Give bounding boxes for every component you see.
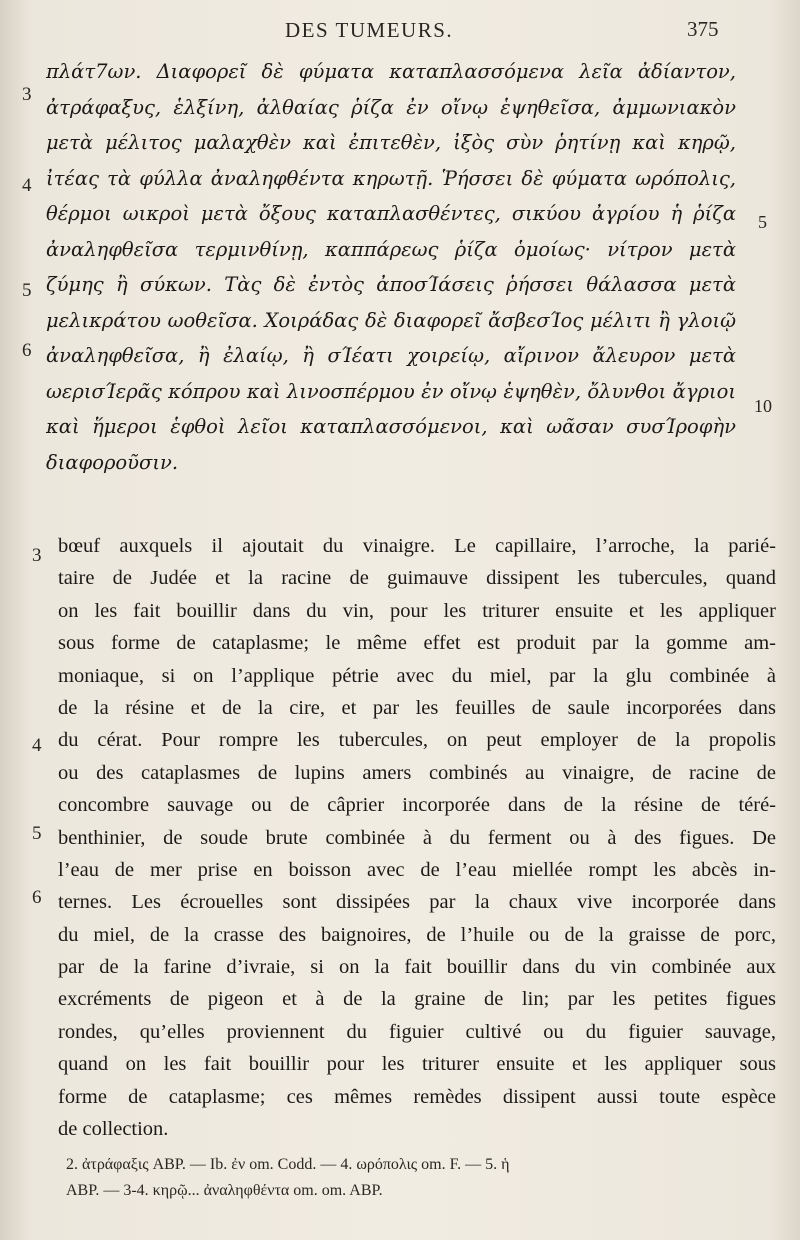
french-text-line: on les fait bouillir dans du vin, pour les triturer ensuite et les appliquer — [58, 599, 776, 622]
french-section-number: 5 — [32, 823, 42, 844]
greek-text-line: πλάτ7ων. Διαφορεῖ δὲ φύματα καταπλασσόμενα λεῖα ἀδίαντον, — [46, 60, 736, 83]
greek-section-number: 4 — [22, 175, 32, 196]
french-text-line: de collection. — [58, 1118, 169, 1141]
greek-text-line: μετὰ μέλιτος μαλαχθὲν καὶ ἐπιτεθὲν, ἰξὸς σὺν ῥητίνῃ καὶ κηρῷ, — [46, 131, 736, 154]
french-text-line: ou des cataplasmes de lupins amers combinés au vinaigre, de racine de — [58, 761, 776, 784]
greek-text-line: διαφοροῦσιν. — [46, 450, 179, 474]
footnote-line: 2. ἀτράφαξις ABP. — Ib. ἐν om. Codd. — 4. ωρόπολις om. F. — 5. ἡ — [66, 1156, 510, 1173]
french-text-line: moniaque, si on l’applique pétrie avec du miel, par la glu combinée à — [58, 664, 776, 687]
french-section-number: 3 — [32, 545, 42, 566]
greek-section-number: 3 — [22, 84, 32, 105]
greek-text-line: ἀτράφαξυς, ἑλξίνη, ἀλθαίας ῥίζα ἐν οἴνῳ ἑψηθεῖσα, ἀμμωνιακὸν — [46, 95, 736, 119]
french-section-number: 4 — [32, 735, 42, 756]
french-text-line: par de la farine d’ivraie, si on la fait bouillir dans du vin combinée aux — [58, 956, 776, 979]
greek-text-line: θέρμοι ωικροὶ μετὰ ὄξους καταπλασθέντες, σικύου ἀγρίου ἡ ῥίζα — [46, 202, 736, 225]
greek-section-number: 6 — [22, 340, 32, 361]
greek-line-number: 10 — [754, 396, 772, 416]
french-text-line: bœuf auxquels il ajoutait du vinaigre. Le capillaire, l’arroche, la parié- — [58, 535, 776, 557]
french-text-line: l’eau de mer prise en boisson avec de l’eau miellée rompt les abcès in- — [58, 858, 776, 881]
french-text-line: du miel, de la crasse des baignoires, de l’huile ou de la graisse de porc, — [58, 923, 776, 946]
french-text-line: sous forme de cataplasme; le même effet est produit par la gomme am- — [58, 632, 776, 655]
greek-text-line: ἀναληφθεῖσα τερμινθίνῃ, καππάρεως ῥίζα ὁμοίως· νίτρον μετὰ — [46, 237, 736, 261]
french-translation-block — [58, 530, 776, 1145]
french-text-line: taire de Judée et la racine de guimauve dissipent les tubercules, quand — [58, 567, 776, 590]
french-text-line: du cérat. Pour rompre les tubercules, on peut employer de la propolis — [58, 729, 776, 752]
french-text-line: rondes, qu’elles proviennent du figuier cultivé ou du figuier sauvage, — [58, 1020, 776, 1043]
french-text-line: forme de cataplasme; ces mêmes remèdes dissipent aussi toute espèce — [58, 1085, 776, 1108]
greek-text-line: ζύμης ἢ σύκων. Τὰς δὲ ἐντὸς ἀποσΊάσεις ῥήσσει θάλασσα μετὰ — [46, 273, 736, 296]
footnote-line: ABP. — 3-4. κηρῷ... ἀναληφθέντα om. om. ABP. — [66, 1182, 383, 1199]
french-text-line: ternes. Les écrouelles sont dissipées par la chaux vive incorporée dans — [58, 891, 776, 914]
greek-text-line: ἀναληφθεῖσα, ἢ ἐλαίῳ, ἢ σΊέατι χοιρείῳ, αἴρινον ἄλευρον μετὰ — [46, 344, 736, 367]
french-section-number: 6 — [32, 887, 42, 908]
greek-text-block — [46, 54, 736, 480]
greek-text-line: ἰτέας τὰ φύλλα ἀναληφθέντα κηρωτῇ. Ῥήσσει δὲ φύματα ωρόπολις, — [46, 166, 736, 190]
greek-text-line: μελικράτου ωοθεῖσα. Χοιράδας δὲ διαφορεῖ ἄσβεσΊος μέλιτι ἢ γλοιῷ — [46, 308, 736, 332]
french-text-line: excréments de pigeon et à de la graine de lin; par les petites figues — [58, 988, 776, 1011]
greek-section-number: 5 — [22, 280, 32, 301]
page-number: 375 — [687, 17, 719, 41]
greek-line-number: 5 — [758, 212, 767, 232]
footnotes — [66, 1152, 766, 1204]
running-head-title: DES TUMEURS. — [285, 18, 454, 42]
french-text-line: concombre sauvage ou de câprier incorporée dans de la résine de téré- — [58, 794, 776, 817]
french-text-line: quand on les fait bouillir pour les triturer ensuite et les appliquer sous — [58, 1053, 776, 1076]
greek-text-line: ωερισΊερᾶς κόπρου καὶ λινοσπέρμου ἐν οἴνῳ ἑψηθὲν, ὄλυνθοι ἄγριοι — [46, 379, 736, 403]
french-text-line: de la résine et de la cire, et par les feuilles de saule incorporées dans — [58, 696, 776, 719]
greek-text-line: καὶ ἥμεροι ἑφθοὶ λεῖοι καταπλασσόμενοι, καὶ ωᾶσαν συσΊροφὴν — [46, 415, 736, 438]
french-text-line: benthinier, de soude brute combinée à du ferment ou à des figues. De — [58, 826, 776, 849]
